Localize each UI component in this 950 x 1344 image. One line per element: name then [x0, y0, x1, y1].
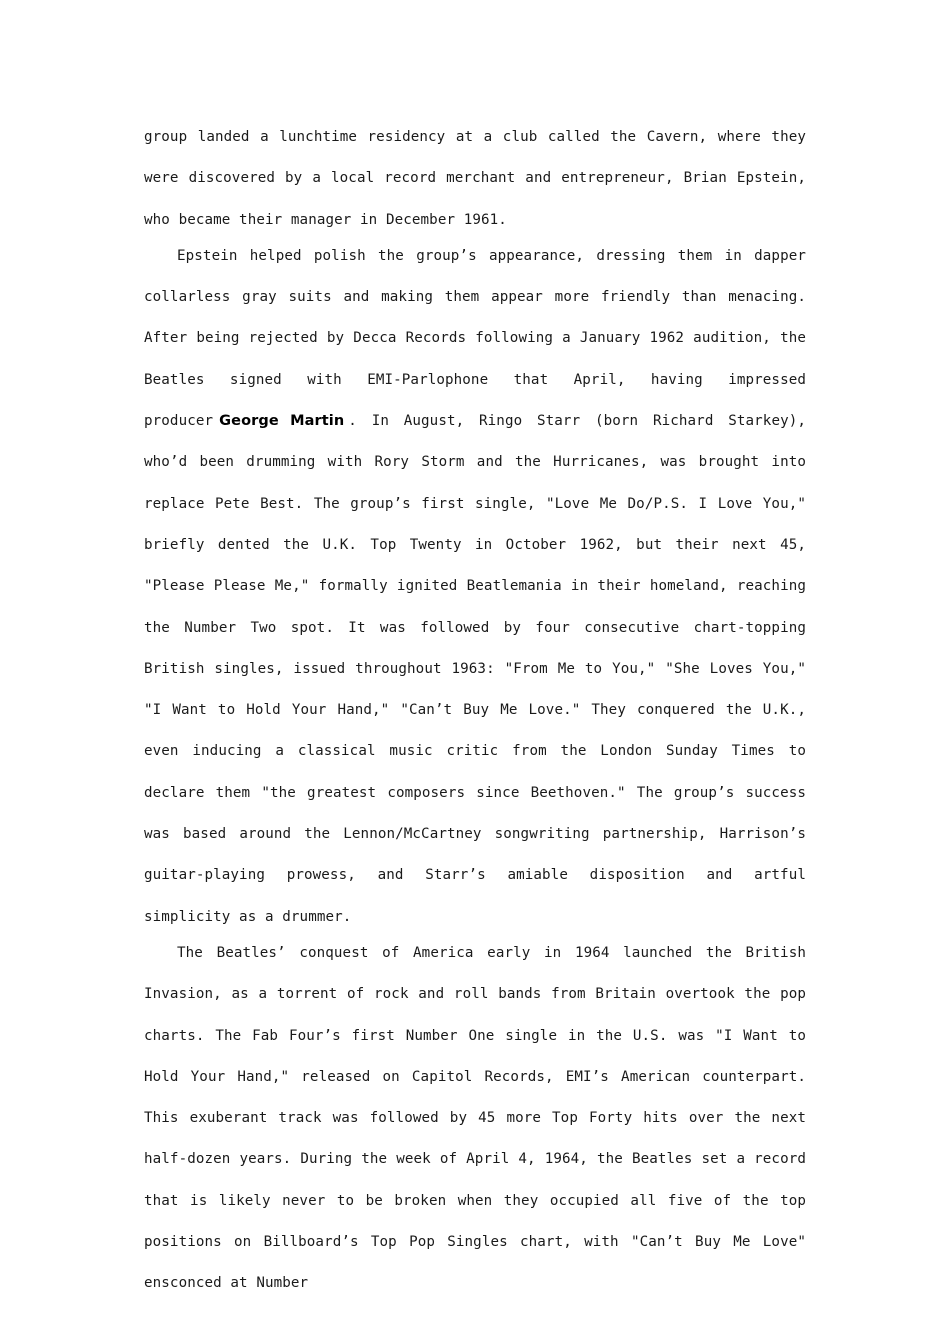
paragraph-british-invasion: The Beatles’ conquest of America early in 1964 launched the British Invasion, as a torrent of rock and roll bands from Britain overtook the pop charts. The Fab Four’s first Number One single in the U.S. was "I Want to Hold Your Hand," released on Capitol Records, EMI’s American counterpart. This exuberant track was followed by 45 more Top Forty hits over the next half-dozen years. During the week of April 4, 1964, the Beatles set a record that is likely never to be broken when they occupied all five of the top positions on Billboard’s Top Pop Singles chart, with "Can’t Buy Me Love" ensconced at Number [144, 944, 806, 1292]
george-martin-name: George Martin [219, 413, 345, 430]
paragraph-cavern-residency: group landed a lunchtime residency at a club called the Cavern, where they were discovered by a local record merchant and entrepreneur, Brian Epstein, who became their manager in December 1961. [144, 129, 806, 228]
document-page [144, 117, 806, 1305]
paragraph-text-after-name: . In August, Ringo Starr (born Richard Starkey), who’d been drumming with Rory Storm and the Hurricanes, was brought into replace Pete Best. The group’s first single, "Love Me Do/P.S. I Love You," briefly dented the U.K. Top Twenty in October 1962, but their next 45, "Please Please Me," formally ignited Beatlemania in their homeland, reaching the Number Two spot. It was followed by four consecutive chart-topping British singles, issued throughout 1963: "From Me to You," "She Loves You," "I Want to Hold Your Hand," "Can’t Buy Me Love." They conquered the U.K., even inducing a classical music critic from the London Sunday Times to declare them "the greatest composers since Beethoven." The group’s success was based around the Lennon/McCartney songwriting partnership, Harrison’s guitar-playing prowess, and Starr’s amiable disposition and artful simplicity as a drummer. [144, 413, 807, 925]
paragraph-epstein-beatlemania [144, 236, 806, 938]
paragraph-text-before-name: Epstein helped polish the group’s appearance, dressing them in dapper collarless gray suits and making them appear more friendly than menacing. After being rejected by Decca Records following a January 1962 audition, the Beatles signed with EMI-Parlophone that April, having impressed producer [144, 247, 806, 430]
